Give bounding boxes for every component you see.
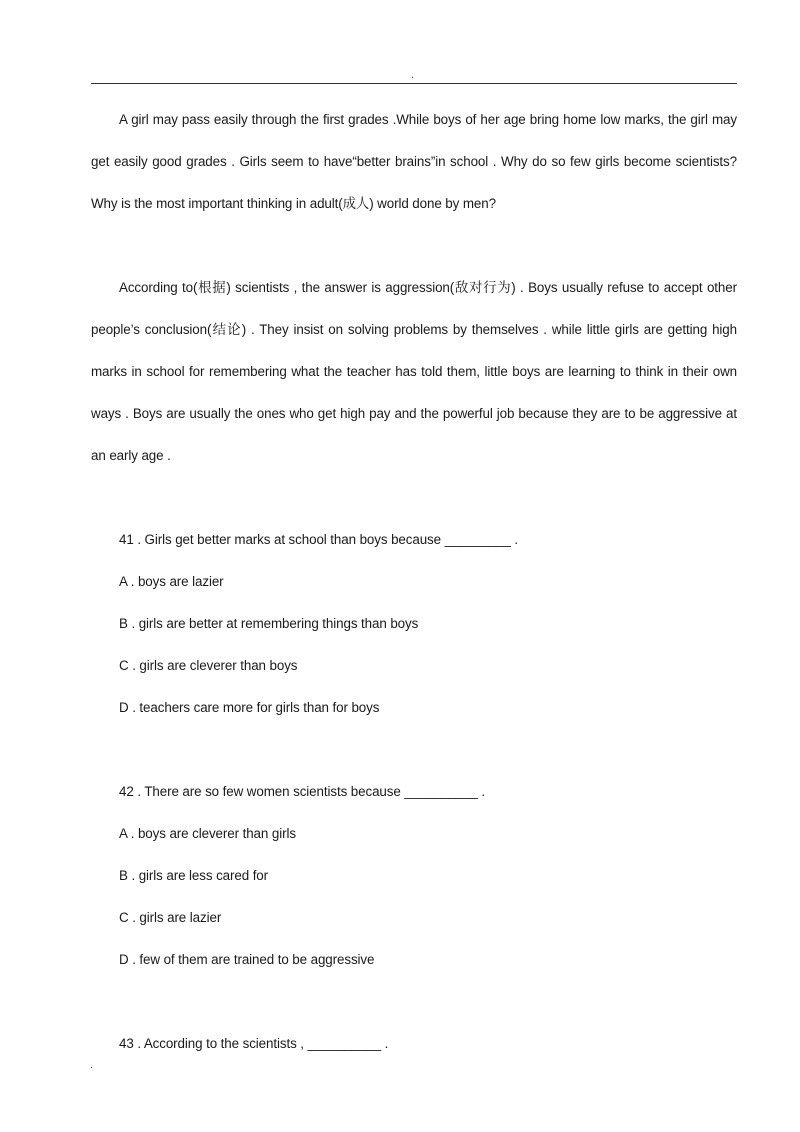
question-43 (91, 1023, 737, 1065)
option-a: A . boys are lazier (119, 574, 224, 589)
option-d: D . few of them are trained to be aggressive (119, 952, 375, 967)
question-stem: 43 . According to the scientists , __________ . (119, 1036, 389, 1051)
option-b: B . girls are better at remembering things than boys (119, 616, 419, 631)
document-page (91, 99, 737, 1065)
passage-paragraph-2: According to(根据) scientists , the answer is aggression(敌对行为) . Boys usually refuse to accept other people’s conclusion(结论) . They insist on solving problems by themselves . while little girls are getting high marks in school for remembering what the teacher has told them, little boys are learning to think in their own ways . Boys are usually the ones who get high pay and the powerful job because they are to be aggressive at an early age . (91, 280, 737, 463)
question-42 (91, 771, 737, 981)
option-c: C . girls are cleverer than boys (119, 658, 298, 673)
header-rule (91, 83, 737, 84)
question-stem: 42 . There are so few women scientists because __________ . (119, 784, 486, 799)
question-stem: 41 . Girls get better marks at school than boys because _________ . (119, 532, 518, 547)
option-b: B . girls are less cared for (119, 868, 269, 883)
footer-dot: . (90, 1059, 94, 1071)
option-c: C . girls are lazier (119, 910, 222, 925)
header-dot: . (411, 69, 415, 81)
option-a: A . boys are cleverer than girls (119, 826, 296, 841)
option-d: D . teachers care more for girls than for boys (119, 700, 380, 715)
passage-paragraph-1: A girl may pass easily through the first grades .While boys of her age bring home low marks, the girl may get easily good grades . Girls seem to have“better brains”in school . Why do so few girls become scientists? Why is the most important thinking in adult(成人) world done by men? (91, 112, 737, 211)
question-41 (91, 519, 737, 729)
